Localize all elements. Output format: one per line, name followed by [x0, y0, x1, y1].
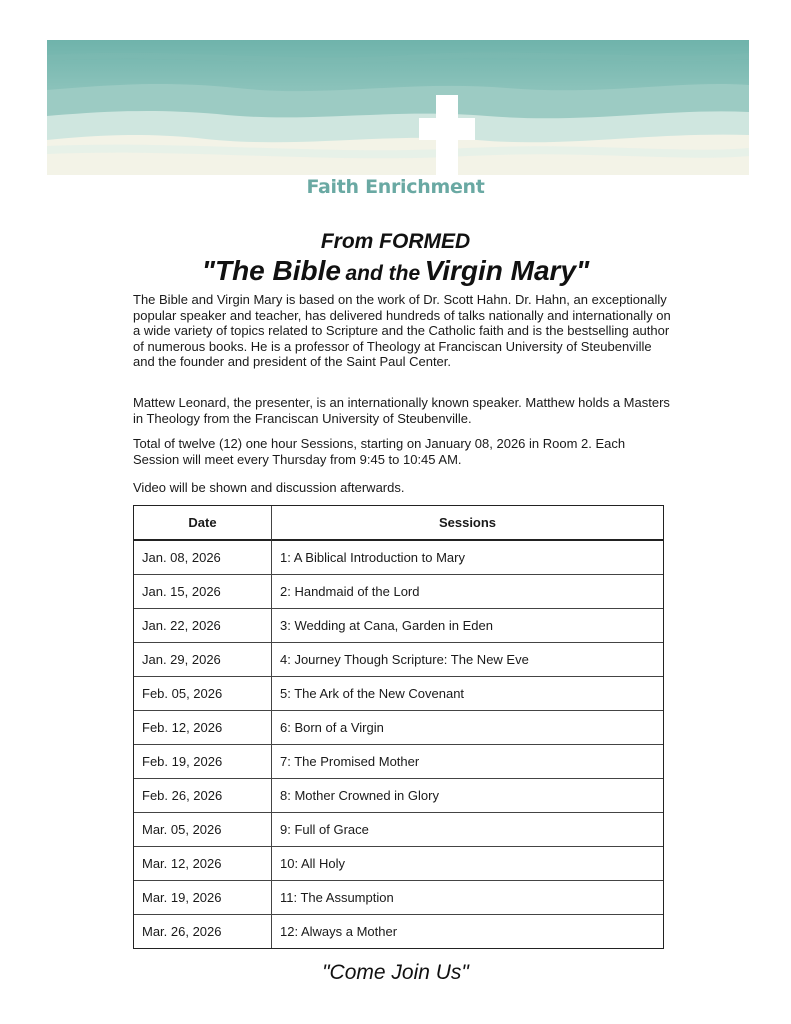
session-date: Mar. 19, 2026 — [134, 881, 272, 915]
presenter-paragraph: Mattew Leonard, the presenter, is an internationally known speaker. Matthew holds a Masters in Theology from the Franciscan University of Steubenville. — [133, 395, 670, 426]
session-title: 2: Handmaid of the Lord — [272, 575, 663, 609]
session-title: 5: The Ark of the New Covenant — [272, 677, 663, 711]
title-part-2: and the — [345, 262, 421, 285]
table-row — [134, 643, 663, 677]
table-row — [134, 575, 663, 609]
description-paragraph: The Bible and Virgin Mary is based on the work of Dr. Scott Hahn. Dr. Hahn, an exceptionally popular speaker and teacher, has delivered hundreds of talks nationally and internationally on a wide variety of topics related to Scripture and the Catholic faith and is the bestselling author of numerous books. He is a professor of Theology at Franciscan University of Steubenville and the founder and president of the Saint Paul Center. — [133, 292, 671, 369]
table-row — [134, 779, 663, 813]
sessions-table — [133, 505, 664, 949]
table-row — [134, 915, 663, 948]
session-date: Jan. 29, 2026 — [134, 643, 272, 677]
session-title: 6: Born of a Virgin — [272, 711, 663, 745]
page-title — [0, 255, 791, 287]
session-title: 3: Wedding at Cana, Garden in Eden — [272, 609, 663, 643]
cross-icon-bar — [419, 118, 475, 140]
session-date: Feb. 26, 2026 — [134, 779, 272, 813]
session-title: 1: A Biblical Introduction to Mary — [272, 541, 663, 575]
schedule-paragraph: Total of twelve (12) one hour Sessions, starting on January 08, 2026 in Room 2. Each Session will meet every Thursday from 9:45 to 10:45 AM. — [133, 436, 626, 467]
title-part-1: "The Bible — [201, 255, 341, 286]
session-date: Mar. 05, 2026 — [134, 813, 272, 847]
session-title: 12: Always a Mother — [280, 924, 398, 939]
session-date: Jan. 22, 2026 — [134, 609, 272, 643]
table-row — [134, 677, 663, 711]
column-header-date: Date — [134, 506, 272, 541]
section-title: Faith Enrichment — [306, 176, 485, 198]
session-date: Jan. 15, 2026 — [134, 575, 272, 609]
source-heading: From FORMED — [320, 230, 471, 253]
title-part-3: Virgin Mary" — [424, 255, 590, 286]
column-header-sessions: Sessions — [272, 506, 663, 541]
table-row — [134, 813, 663, 847]
session-date: Feb. 05, 2026 — [134, 677, 272, 711]
watercolor-wave-graphic — [47, 40, 749, 175]
table-header-row — [134, 506, 663, 541]
session-title: 7: The Promised Mother — [272, 745, 663, 779]
closing-tagline: "Come Join Us" — [322, 961, 469, 984]
session-title: 11: The Assumption — [272, 881, 663, 915]
table-row — [134, 541, 663, 575]
session-title: 9: Full of Grace — [272, 813, 663, 847]
header-banner — [47, 40, 749, 175]
session-date: Jan. 08, 2026 — [134, 541, 272, 575]
table-row — [134, 881, 663, 915]
session-date: Mar. 12, 2026 — [134, 847, 272, 881]
table-row — [134, 745, 663, 779]
session-date: Mar. 26, 2026 — [134, 915, 272, 948]
session-date: Feb. 12, 2026 — [134, 711, 272, 745]
table-row — [134, 711, 663, 745]
table-row — [134, 847, 663, 881]
session-title: 10: All Holy — [272, 847, 663, 881]
session-title: 4: Journey Though Scripture: The New Eve — [272, 643, 663, 677]
session-date: Feb. 19, 2026 — [134, 745, 272, 779]
table-row — [134, 609, 663, 643]
format-paragraph: Video will be shown and discussion afterwards. — [133, 480, 405, 495]
session-title: 8: Mother Crowned in Glory — [272, 779, 663, 813]
